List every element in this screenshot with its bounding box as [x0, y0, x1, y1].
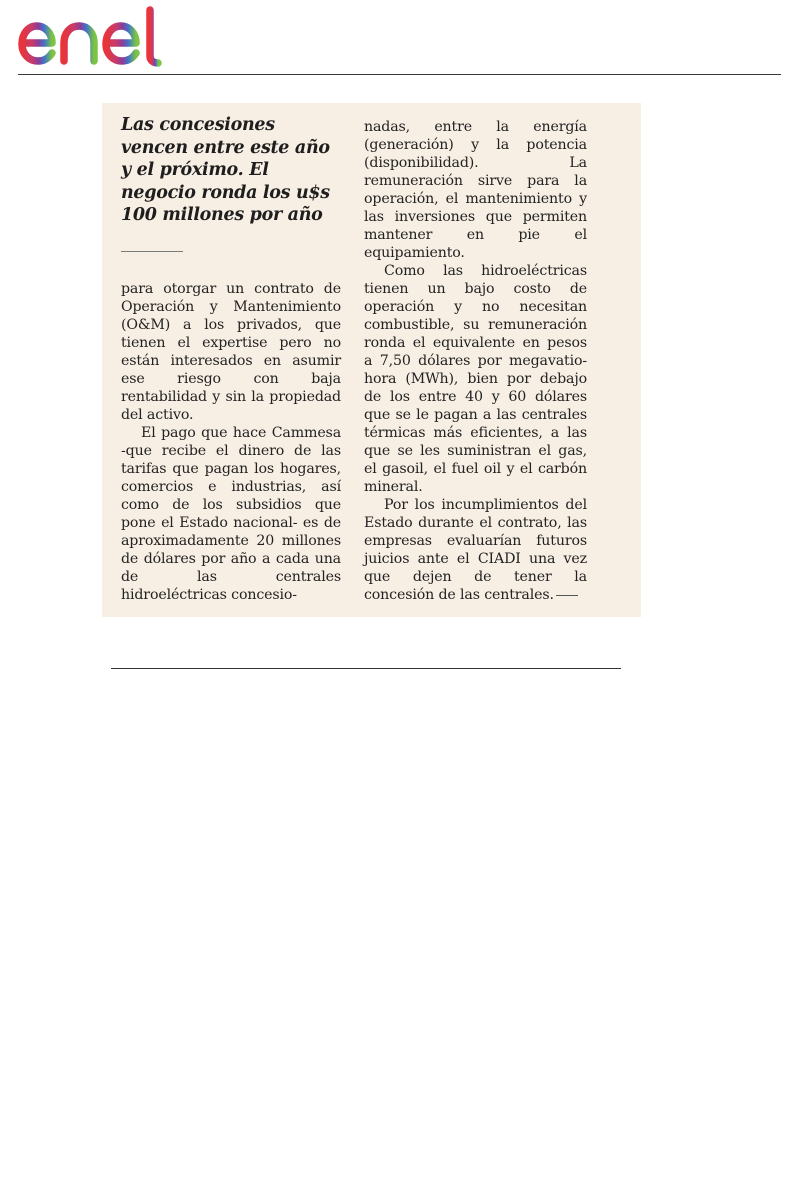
enel-logo [18, 6, 180, 68]
article-clipping [102, 103, 641, 617]
article-left-column [121, 103, 341, 604]
article-headline: Las concesiones vencen entre este año y el próximo. El negocio ronda los u$s 100 millones por año [121, 115, 330, 225]
article-paragraph-last [364, 496, 587, 604]
end-of-article-mark [556, 595, 578, 596]
article-right-column [364, 118, 587, 604]
article-paragraph-text: Por los incumplimientos del Estado durante el contrato, las empresas evaluarían futuros juicios ante el CIADI una vez que dejen de tener la concesión de las centrales. [364, 497, 587, 603]
article-paragraph: nadas, entre la energía (generación) y la potencia (disponibilidad). La remuneración sirve para la operación, el mantenimiento y las inversiones que permiten mantener en pie el equipamiento. [364, 119, 587, 261]
article-paragraph: El pago que hace Cammesa -que recibe el dinero de las tarifas que pagan los hogares, comercios e industrias, así como de los subsidios que pone el Estado nacional- es de aproximadamente 20 millones de dólares por año a cada una de las centrales hidroeléctricas concesio- [121, 424, 341, 603]
headline-rule [121, 251, 183, 252]
article-paragraph: Como las hidroeléctricas tienen un bajo costo de operación y no necesitan combustible, su remuneración ronda el equivalente en pesos a 7,50 dólares por megavatio-hora (MWh), bien por debajo de los entre 40 y 60 dólares que se le pagan a las centrales térmicas más eficientes, a las que se les suministran el gas, el gasoil, el fuel oil y el carbón mineral. [364, 263, 587, 495]
article-paragraph: para otorgar un contrato de Operación y Mantenimiento (O&M) a los privados, que tienen el expertise pero no están interesados en asumir ese riesgo con baja rentabilidad y sin la propiedad del activo. [121, 280, 341, 423]
header-divider [18, 74, 781, 75]
footer-divider [111, 668, 621, 669]
